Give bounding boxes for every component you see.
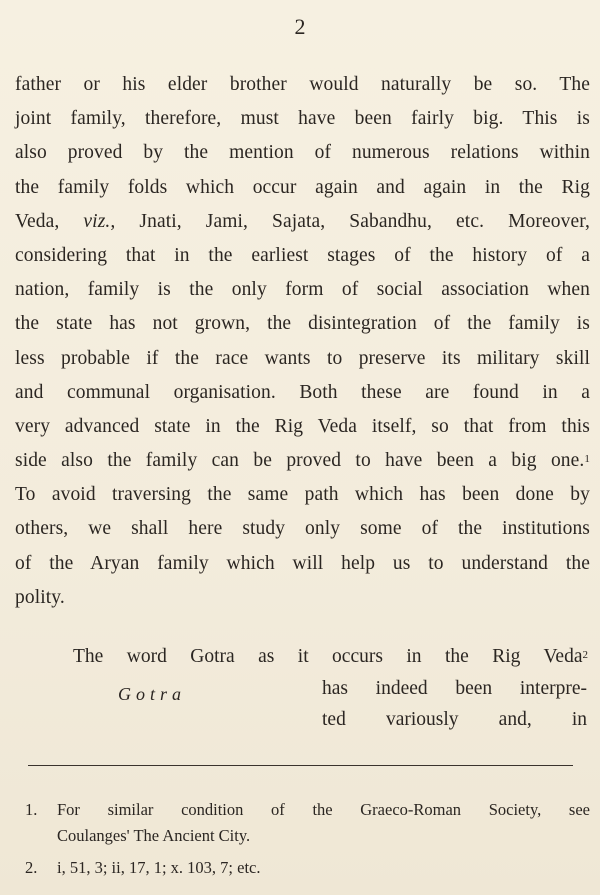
body-line: the state has not grown, the disintegration of the family is [15, 313, 590, 335]
gotra-paragraph [0, 640, 600, 740]
viz-italic: viz., [83, 210, 116, 232]
body-line: To avoid traversing the same path which has been done by [15, 484, 590, 506]
body-line: others, we shall here study only some of the institutions [15, 518, 590, 540]
body-line: the family folds which occur again and again in the Rig [15, 176, 590, 198]
footnote-ref-1: 1 [584, 453, 590, 466]
body-line: father or his elder brother would naturally be so. The [15, 74, 590, 95]
body-line: considering that in the earliest stages of the history of a [15, 244, 590, 266]
body-line: and communal organisation. Both these are found in a [15, 381, 590, 403]
footnote-number: 1. [25, 800, 38, 819]
side-heading-gotra: Gotra [118, 684, 187, 704]
gotra-line-1-text: The word Gotra as it occurs in the Rig Veda [73, 646, 583, 667]
footnote-text-line-1: For similar condition of the Graeco-Roman Society, see [57, 800, 590, 819]
body-line: joint family, therefore, must have been fairly big. This is [15, 108, 590, 130]
body-line-text: side also the family can be proved to have been a big one. [15, 450, 585, 472]
gotra-line-2: has indeed been interpre- [322, 678, 587, 699]
gotra-line-3: ted variously and, in [322, 709, 587, 730]
body-line: less probable if the race wants to preserve its military skill [15, 347, 590, 369]
veda-suffix: Jnati, Jami, Sajata, Sabandhu, etc. Moreover, [115, 210, 590, 232]
body-line: nation, family is the only form of social association when [15, 279, 590, 301]
gotra-line-1 [73, 640, 588, 674]
body-line-viz [15, 205, 590, 239]
footnote-divider [28, 765, 573, 766]
body-line: very advanced state in the Rig Veda itself, so that from this [15, 415, 590, 437]
footnote-ref-2: 2 [582, 649, 588, 661]
body-line: also proved by the mention of numerous relations within [15, 142, 590, 164]
veda-prefix: Veda, [15, 210, 84, 232]
footnote-text-line-2: Coulanges' The Ancient City. [57, 826, 251, 845]
body-line: polity. [15, 586, 65, 608]
body-paragraph [15, 68, 590, 615]
footnote-text: i, 51, 3; ii, 17, 1; x. 103, 7; etc. [57, 858, 261, 877]
body-line-with-footnote [15, 444, 590, 478]
body-line: of the Aryan family which will help us to understand the [15, 552, 590, 574]
footnote-number: 2. [25, 858, 38, 877]
page-number: 2 [294, 14, 306, 39]
